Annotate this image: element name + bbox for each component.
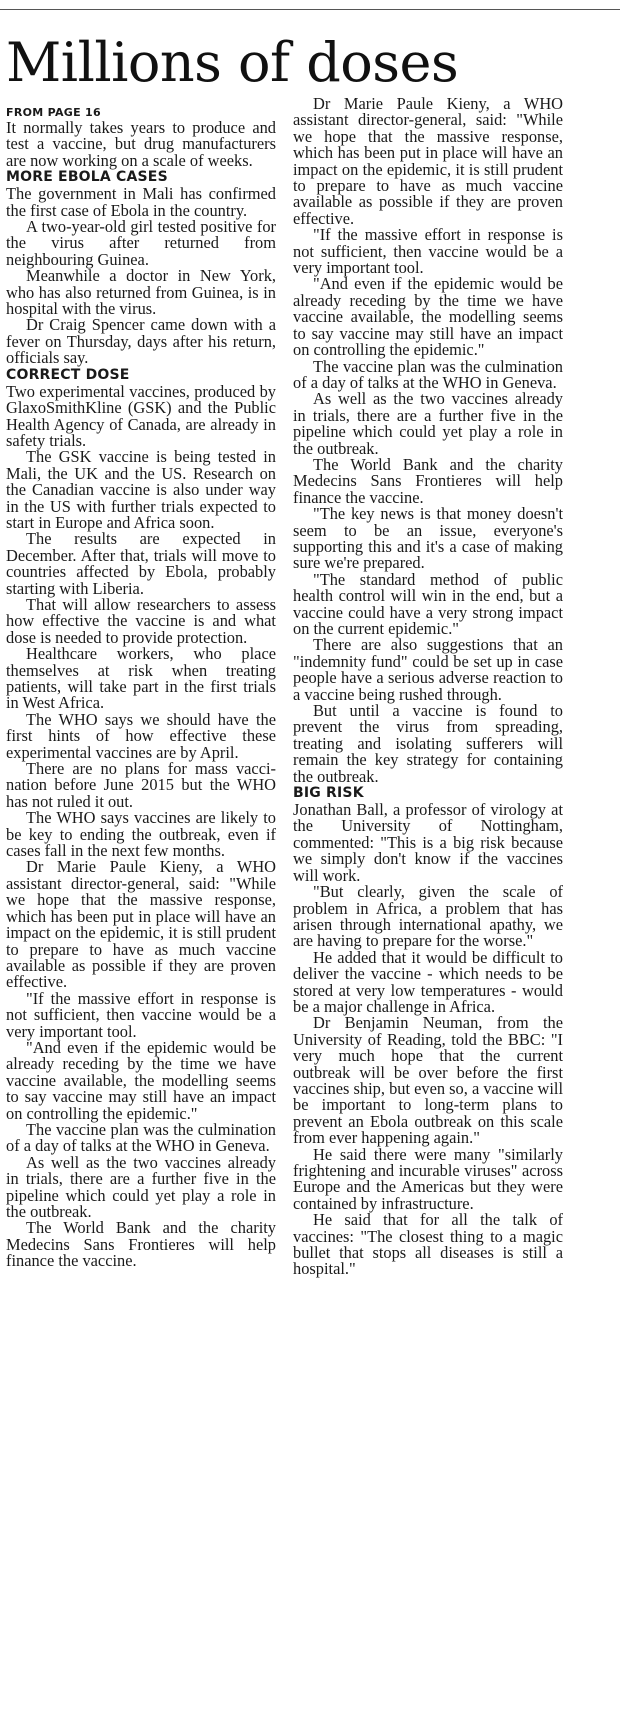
paragraph: Two experimental vaccines, produced by GlaxoSmithKline (GSK) and the Public Health Agency of Canada, are already in safety trials. bbox=[6, 381, 276, 450]
paragraph: Dr Marie Paule Kieny, a WHO assistant director-general, said: "While we hope that the massive response, which has been put in place will have an impact on the epidemic, it is still prudent to prepare to have as much vaccine available as possible if they are proven effective. bbox=[293, 94, 563, 228]
paragraph: The WHO says we should have the first hints of how effective these experimental vaccines are by April. bbox=[6, 709, 276, 762]
paragraph: A two-year-old girl tested positive for the virus after returned from neighbouring Guinea. bbox=[6, 217, 276, 269]
paragraph: "And even if the epidemic would be already receding by the time we have vaccine available, the modelling seems to say vaccine may still have an impact on controlling the epidemic." bbox=[293, 274, 563, 360]
paragraph: Meanwhile a doctor in New York, who has also returned from Guinea, is in hospital with the virus. bbox=[6, 266, 276, 319]
paragraph: "And even if the epidemic would be already receding by the time we have vaccine available, the modelling seems to say vaccine may still have an impact on controlling the epidemic." bbox=[6, 1037, 276, 1123]
paragraph: Dr Benjamin Neuman, from the University of Reading, told the BBC: "I very much hope that the current outbreak will be over before the first vaccines ship, but even so, a vaccine will be important to long-term plans to prevent an Ebola outbreak on this scale from ever happening again." bbox=[293, 1013, 563, 1148]
subheading-correct-dose: CORRECT DOSE bbox=[6, 366, 130, 383]
dateline: FROM PAGE 16 bbox=[6, 106, 101, 119]
paragraph: The WHO says vaccines are likely to be key to ending the outbreak, even if cases fall in the next few months. bbox=[6, 808, 276, 861]
paragraph: Healthcare workers, who place themselves at risk when treating patients, will take part in the first trials in West Africa. bbox=[6, 644, 276, 713]
headline: Millions of doses bbox=[6, 31, 459, 94]
top-rule bbox=[0, 9, 620, 10]
paragraph: "If the massive effort in response is not sufficient, then vaccine would be a very important tool. bbox=[293, 225, 563, 278]
subheading-big-risk: BIG RISK bbox=[293, 785, 364, 802]
right-column bbox=[293, 96, 563, 1278]
paragraph: He added that it would be difficult to deliver the vaccine - which needs to be stored at very low temperatures - would be a major challenge in Africa. bbox=[293, 947, 563, 1016]
paragraph: There are also suggestions that an "indemnity fund" could be set up in case people have a serious adverse reaction to a vaccine being rushed through. bbox=[293, 635, 563, 704]
paragraph: "The key news is that money doesn't seem to be an issue, everyone's supporting this and it's a case of making sure we're prepared. bbox=[293, 504, 563, 573]
paragraph: The results are expected in December. After that, trials will move to countries affected by Ebola, probably starting with Liberia. bbox=[6, 529, 276, 598]
paragraph: Dr Marie Paule Kieny, a WHO assistant director-general, said: "While we hope that the massive response, which has been put in place will have an impact on the epidemic, it is still prudent to prepare to have as much vaccine available as possible if they are proven effective. bbox=[6, 857, 276, 992]
paragraph: The World Bank and the charity Medecins Sans Frontieres will help finance the vaccine. bbox=[293, 454, 563, 507]
paragraph: The vaccine plan was the culmination of a day of talks at the WHO in Geneva. bbox=[6, 1119, 276, 1156]
paragraph: But until a vaccine is found to prevent the virus from spreading, treating and isolating sufferers will remain the key strategy for containing the outbreak. bbox=[293, 701, 563, 786]
paragraph: "If the massive effort in response is not sufficient, then vaccine would be a very important tool. bbox=[6, 988, 276, 1041]
paragraph: "But clearly, given the scale of problem in Africa, a problem that has arisen through international apathy, we are having to prepare for the worse." bbox=[293, 882, 563, 951]
paragraph: "The standard method of public health control will win in the end, but a vaccine could have a very strong impact on the current epidemic." bbox=[293, 569, 563, 638]
paragraph: It normally takes years to produce and test a vaccine, but drug manufacturers are now working on a scale of weeks. bbox=[6, 118, 276, 170]
paragraph: He said there were many "similarly frightening and incurable viruses" across Europe and the Americas but they were contained by infrastructure. bbox=[293, 1144, 563, 1213]
paragraph: There are no plans for mass vaccination before June 2015 but the WHO has not ruled it out. bbox=[6, 759, 276, 811]
paragraph: The World Bank and the charity Medecins Sans Frontieres will help finance the vaccine. bbox=[6, 1218, 276, 1271]
subheading-more-ebola-cases: MORE EBOLA CASES bbox=[6, 169, 168, 186]
paragraph: As well as the two vaccines already in trials, there are a further five in the pipeline which could yet play a role in the outbreak. bbox=[293, 389, 563, 458]
left-column bbox=[6, 106, 276, 1270]
paragraph: As well as the two vaccines already in trials, there are a further five in the pipeline which could yet play a role in the outbreak. bbox=[6, 1152, 276, 1221]
paragraph: The government in Mali has confirmed the first case of Ebola in the country. bbox=[6, 184, 276, 220]
paragraph: That will allow researchers to assess how effective the vaccine is and what dose is needed to provide protection. bbox=[6, 594, 276, 647]
paragraph: The vaccine plan was the culmination of a day of talks at the WHO in Geneva. bbox=[293, 356, 563, 392]
paragraph: Jonathan Ball, a professor of virology at the University of Nottingham, commented: "This is a big risk because we simply don't know if the vaccines will work. bbox=[293, 800, 563, 885]
paragraph: The GSK vaccine is being tested in Mali, the UK and the US. Research on the Canadian vaccine is also under way in the US with further trials expected to start in Europe and Africa soon. bbox=[6, 447, 276, 532]
paragraph: He said that for all the talk of vaccines: "The closest thing to a magic bullet that stops all diseases is still a hospital." bbox=[293, 1210, 563, 1279]
paragraph: Dr Craig Spencer came down with a fever on Thursday, days after his return, officials say. bbox=[6, 315, 276, 368]
